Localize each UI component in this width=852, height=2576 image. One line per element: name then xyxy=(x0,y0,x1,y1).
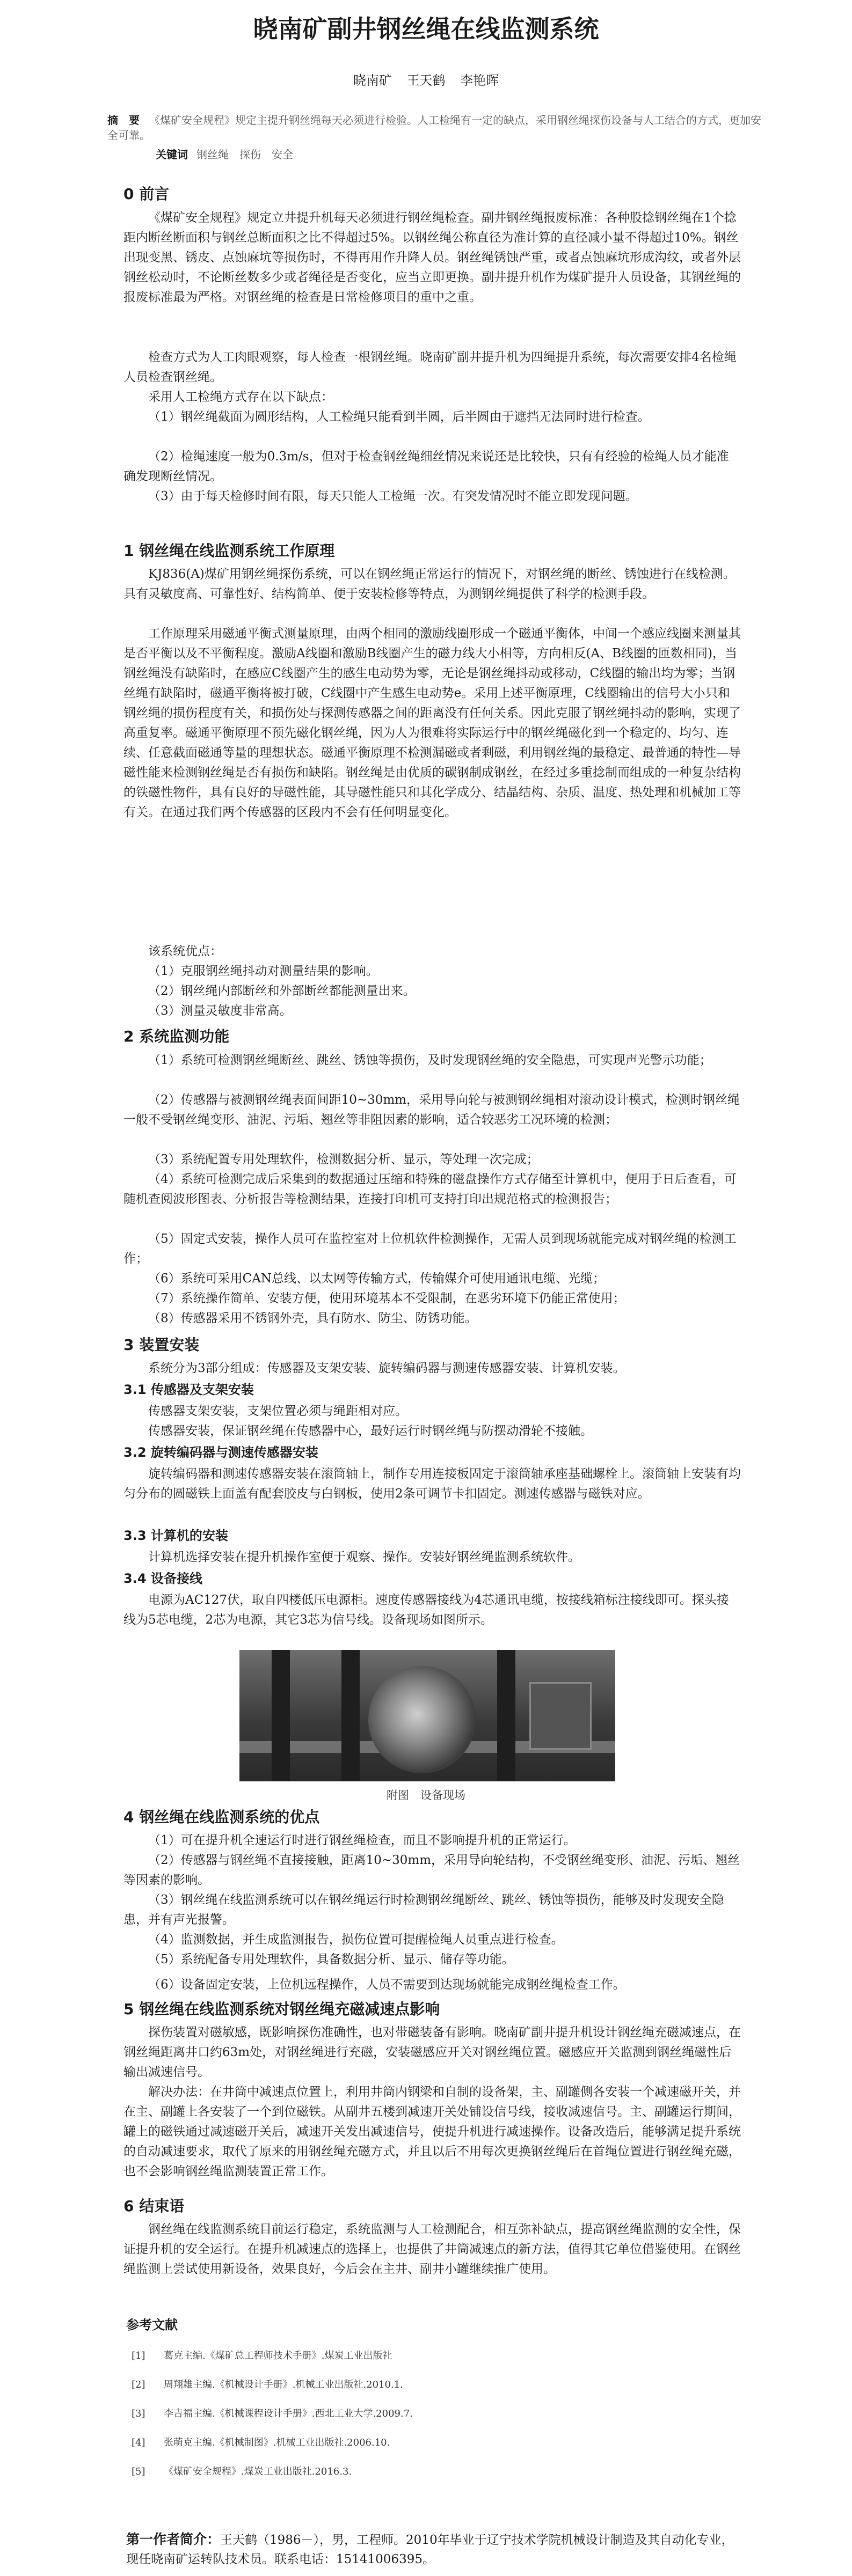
section-heading: 3 装置安装 xyxy=(123,1336,200,1354)
keywords xyxy=(156,146,293,162)
abstract-text: 《煤矿安全规程》规定主提升钢丝绳每天必须进行检验。人工检绳有一定的缺点，采用钢丝绳探伤设备与人工结合的方式，更加安全可靠。 xyxy=(107,114,761,142)
section-heading: 5 钢丝绳在线监测系统对钢丝绳充磁减速点影响 xyxy=(123,2000,440,2018)
photo-post xyxy=(497,1650,515,1781)
keywords-text: 钢丝绳 探伤 安全 xyxy=(196,148,293,161)
list-item: （5）系统配备专用处理软件，具备数据分析、显示、储存等功能。 xyxy=(148,1953,514,1966)
paragraph: 旋转编码器和测速传感器安装在滚筒轴上，制作专用连接板固定于滚筒轴承座基础螺栓上。滚筒轴上安装有均匀分布的圆磁铁上面盖有配套胶皮与白钢板，使用2条可调节卡扣固定。测速传感器与磁铁对应。 xyxy=(123,1467,741,1501)
list-item: （3）由于每天检修时间有限，每天只能人工检绳一次。有突发情况时不能立即发现问题。 xyxy=(148,489,638,503)
list-item: （1）可在提升机全速运行时进行钢丝绳检查，而且不影响提升机的正常运行。 xyxy=(148,1833,576,1847)
reference-text: 张萌克主编.《机械制图》.机械工业出版社.2006.10. xyxy=(164,2437,390,2448)
list-item: （7）系统操作简单、安装方便，使用环境基本不受限制，在恶劣环境下仍能正常使用； xyxy=(148,1291,625,1305)
list-item: （3）系统配置专用处理软件，检测数据分析、显示，等处理一次完成； xyxy=(148,1153,539,1166)
author-name: 李艳晖 xyxy=(460,73,499,88)
reference-text: 李吉福主编.《机械课程设计手册》.西北工业大学.2009.7. xyxy=(164,2408,413,2419)
paragraph: 系统分为3部分组成：传感器及支架安装、旋转编码器与测速传感器安装、计算机安装。 xyxy=(148,1361,625,1375)
paragraph: 钢丝绳在线监测系统目前运行稳定，系统监测与人工检测配合，相互弥补缺点，提高钢丝绳监测的安全性，保证提升机的安全运行。在提升机减速点的选择上，也提供了井筒减速点的新方法，值得其它单位借鉴使用。在钢丝绳监测上尝试使用新设备，效果良好，今后会在主井、副井小罐继续推广使用。 xyxy=(123,2222,741,2276)
list-item: （8）传感器采用不锈钢外壳，具有防水、防尘、防锈功能。 xyxy=(148,1311,477,1325)
reference-item xyxy=(132,2436,390,2450)
reference-number: [2] xyxy=(132,2379,145,2390)
list-item: （2）传感器与被测钢丝绳表面间距10~30mm，采用导向轮与被测钢丝绳相对滚动设计模式，检测时钢丝绳一般不受钢丝绳变形、油泥、污垢、翘丝等非阻因素的影响，适合较恶劣工况环境的检测； xyxy=(123,1093,740,1127)
reference-number: [4] xyxy=(132,2437,145,2448)
paragraph: 计算机选择安装在提升机操作室便于观察、操作。安装好钢丝绳监测系统软件。 xyxy=(148,1550,580,1564)
paragraph: 采用人工检绳方式存在以下缺点： xyxy=(148,390,333,404)
list-item: （6）系统可采用CAN总线、以太网等传输方式，传输媒介可使用通讯电缆、光缆； xyxy=(148,1272,605,1286)
list-item: （1）系统可检测钢丝绳断丝、跳丝、锈蚀等损伤，及时发现钢丝绳的安全隐患，可实现声光警示功能； xyxy=(148,1053,712,1067)
section-heading: 0 前言 xyxy=(123,185,170,203)
abstract xyxy=(107,113,768,143)
list-item: （1）克服钢丝绳抖动对测量结果的影响。 xyxy=(148,964,378,978)
reference-item xyxy=(132,2407,413,2421)
list-item: （2）传感器与钢丝绳不直接接触，距离10~30mm，采用导向轮结构，不受钢丝绳变形、油泥、污垢、翘丝等因素的影响。 xyxy=(123,1853,740,1887)
paragraph: 《煤矿安全规程》规定立井提升机每天必须进行钢丝绳检查。副井钢丝绳报废标准：各种股捻钢丝绳在1个捻距内断丝断面积与钢丝总断面积之比不得超过5%。以钢丝绳公称直径为准计算的直径减小量不得超过10%。钢丝出现变黑、锈皮、点蚀麻坑等损伤时，不得再用作升降人员。钢丝绳锈蚀严重，或者点蚀麻坑形成沟纹，或者外层钢丝松动时，不论断丝数多少或者绳径是否变化，应当立即更换。副井提升机作为煤矿提升人员设备，其钢丝绳的报废标准最为严格。对钢丝绳的检查是日常检修项目的重中之重。 xyxy=(123,211,741,304)
author-affiliation: 晓南矿 xyxy=(353,73,392,88)
paragraph: 工作原理采用磁通平衡式测量原理，由两个相同的激励线圈形成一个磁通平衡体，中间一个感应线圈来测量其是否平衡以及不平衡程度。激励A线圈和激励B线圈产生的磁力线大小相等，方向相反(A、B线圈的匝数相同)，当钢丝绳没有缺陷时，在感应C线圈产生的感生电动势为零，无论是钢丝绳抖动或移动，C线圈的输出均为零；当钢丝绳有缺陷时，磁通平衡将被打破，C线圈中产生感生电动势e。采用上述平衡原理，C线圈输出的信号大小只和钢丝绳的损伤程度有关，和损伤处与探测传感器之间的距离没有任何关系。因此克服了钢丝绳抖动的影响，实现了高重复率。磁通平衡原理不预先磁化钢丝绳，因为人为很难将实际运行中的钢丝绳磁化到一个稳定的、均匀、连续、任意截面磁通等量的理想状态。磁通平衡原理不检测漏磁或者剩磁，利用钢丝绳的最稳定、最普通的特性—导磁性能来检测钢丝绳是否有损伤和缺陷。钢丝绳是由优质的碳钢制成钢丝，在经过多重捻制而组成的一种复杂结构的铁磁性物件，具有良好的导磁性能，其导磁性能只和其化学成分、结晶结构、杂质、温度、热处理和机械加工等有关。在通过我们两个传感器的区段内不会有任何明显变化。 xyxy=(123,627,741,819)
author-name: 王天鹤 xyxy=(406,73,446,88)
keywords-label: 关键词 xyxy=(156,148,188,161)
reference-item xyxy=(132,2465,352,2479)
section-heading: 1 钢丝绳在线监测系统工作原理 xyxy=(123,542,335,560)
section-heading: 6 结束语 xyxy=(123,2197,185,2215)
list-item: （5）固定式安装，操作人员可在监控室对上位机软件检测操作，无需人员到现场就能完成对钢丝绳的检测工作； xyxy=(123,1232,737,1266)
author-bio xyxy=(126,2530,744,2569)
reference-item xyxy=(132,2349,392,2363)
subsection-heading: 3.2 旋转编码器与测速传感器安装 xyxy=(123,1445,318,1460)
photo-sheave xyxy=(368,1666,476,1773)
author-bio-text: 王天鹤（1986－），男，工程师。2010年毕业于辽宁技术学院机械设计制造及其自动化专业，现任晓南矿运转队技术员。联系电话：15141006395。 xyxy=(126,2533,734,2566)
paper-title: 晓南矿副井钢丝绳在线监测系统 xyxy=(253,14,599,43)
paragraph: 传感器支架安装，支架位置必须与绳距相对应。 xyxy=(148,1404,407,1418)
paragraph: KJ836(A)煤矿用钢丝绳探伤系统，可以在钢丝绳正常运行的情况下，对钢丝绳的断丝、锈蚀进行在线检测。具有灵敏度高、可靠性好、结构简单、便于安装检修等特点，为测钢丝绳提供了科学的检测手段。 xyxy=(123,567,736,601)
list-item: （3）钢丝绳在线监测系统可以在钢丝绳运行时检测钢丝绳断丝、跳丝、锈蚀等损伤，能够及时发现安全隐患，并有声光报警。 xyxy=(123,1893,724,1927)
equipment-site-photo xyxy=(239,1650,615,1781)
photo-post xyxy=(272,1650,290,1781)
reference-text: 葛克主编.《煤矿总工程师技术手册》.煤炭工业出版社 xyxy=(164,2350,392,2361)
subsection-heading: 3.3 计算机的安装 xyxy=(123,1528,228,1543)
paragraph: 电源为AC127伏，取自四楼低压电源柜。速度传感器接线为4芯通讯电缆，按接线箱标注接线即可。探头接线为5芯电缆，2芯为电源，其它3芯为信号线。设备现场如图所示。 xyxy=(123,1593,729,1627)
author-line xyxy=(0,70,852,89)
figure-caption: 附图 设备现场 xyxy=(387,1789,465,1802)
list-item: （4）监测数据，并生成监测报告，损伤位置可提醒检绳人员重点进行检查。 xyxy=(148,1933,564,1947)
section-heading: 4 钢丝绳在线监测系统的优点 xyxy=(123,1808,320,1826)
references-heading: 参考文献 xyxy=(126,2317,178,2332)
subsection-heading: 3.4 设备接线 xyxy=(123,1571,202,1586)
list-item: （1）钢丝绳截面为圆形结构，人工检绳只能看到半圆，后半圆由于遮挡无法同时进行检查。 xyxy=(148,410,650,424)
reference-number: [5] xyxy=(132,2466,145,2477)
section-heading: 2 系统监测功能 xyxy=(123,1028,230,1045)
reference-number: [1] xyxy=(132,2350,145,2361)
abstract-label: 摘 要 xyxy=(107,114,140,127)
list-item: （2）检绳速度一般为0.3m/s，但对于检查钢丝绳细丝情况来说还是比较快，只有有经验的检绳人员才能准确发现断丝情况。 xyxy=(123,450,729,483)
author-bio-label: 第一作者简介： xyxy=(126,2531,221,2547)
reference-number: [3] xyxy=(132,2408,145,2419)
list-item: （6）设备固定安装，上位机远程操作，人员不需要到达现场就能完成钢丝绳检查工作。 xyxy=(148,1978,625,1992)
list-item: （3）测量灵敏度非常高。 xyxy=(148,1004,292,1018)
paragraph: 检查方式为人工肉眼观察，每人检查一根钢丝绳。晓南矿副井提升机为四绳提升系统，每次需要安排4名检绳人员检查钢丝绳。 xyxy=(123,350,737,384)
paragraph: 探伤装置对磁敏感，既影响探伤准确性，也对带磁装备有影响。晓南矿副井提升机设计钢丝绳充磁减速点，在钢丝绳距离井口约63m处，对钢丝绳进行充磁，安装磁感应开关对钢丝绳位置。磁感应开关监测到钢丝绳磁性后输出减速信号。 xyxy=(123,2025,741,2079)
reference-text: 《煤矿安全规程》.煤炭工业出版社.2016.3. xyxy=(164,2466,352,2477)
reference-item xyxy=(132,2378,403,2392)
paragraph: 传感器安装，保证钢丝绳在传感器中心，最好运行时钢丝绳与防摆动滑轮不接触。 xyxy=(148,1424,593,1438)
photo-sensor-box xyxy=(529,1682,592,1750)
paragraph: 解决办法：在井筒中减速点位置上，利用井筒内钢梁和自制的设备架，主、副罐侧各安装一个减速磁开关，并在主、副罐上各安装了一个到位磁铁。从副井五楼到减速开关处铺设信号线，接收减速信号。主、副罐运行期间，罐上的磁铁通过减速磁开关后，减速开关发出减速信号，使提升机进行减速操作。设备改造后，能够满足提升系统的自动减速要求，取代了原来的用钢丝绳充磁方式，并且以后不用每次更换钢丝绳后在首绳位置进行钢丝绳充磁，也不会影响钢丝绳监测装置正常工作。 xyxy=(123,2085,741,2178)
photo-post xyxy=(341,1650,360,1781)
subsection-heading: 3.1 传感器及支架安装 xyxy=(123,1382,254,1397)
reference-text: 周翔雄主编.《机械设计手册》.机械工业出版社.2010.1. xyxy=(164,2379,403,2390)
paragraph: 该系统优点： xyxy=(148,944,222,958)
list-item: （4）系统可检测完成后采集到的数据通过压缩和特殊的磁盘操作方式存储至计算机中，便用于日后查看，可随机查阅波形图表、分析报告等检测结果，连接打印机可支持打印出规范格式的检测报告； xyxy=(123,1172,737,1206)
list-item: （2）钢丝绳内部断丝和外部断丝都能测量出来。 xyxy=(148,984,416,998)
